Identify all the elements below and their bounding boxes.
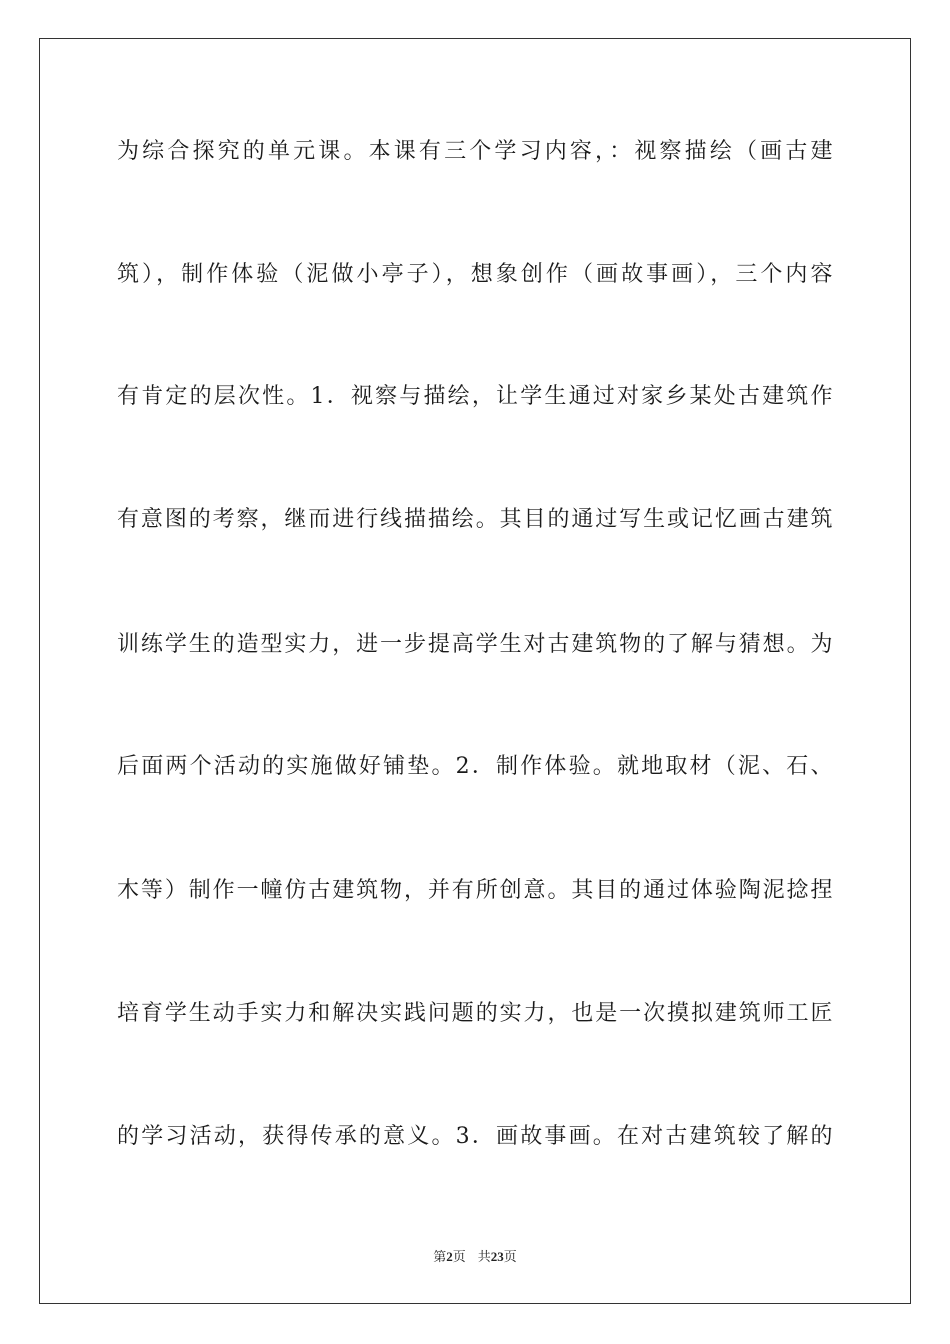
text-line: 为综合探究的单元课。本课有三个学习内容，：视察描绘（画古建 [117, 139, 833, 164]
page-prefix: 第 [433, 1250, 447, 1265]
text-line: 培育学生动手实力和解决实践问题的实力，也是一次摸拟建筑师工匠 [117, 1001, 833, 1026]
total-suffix: 页 [503, 1250, 517, 1265]
text-line: 有意图的考察，继而进行线描描绘。其目的通过写生或记忆画古建筑 [117, 507, 833, 532]
page-number: 2 [446, 1249, 453, 1264]
text-line: 筑），制作体验（泥做小亭子），想象创作（画故事画），三个内容 [117, 262, 833, 287]
text-line: 木等）制作一幢仿古建筑物，并有所创意。其目的通过体验陶泥捻捏 [117, 878, 833, 903]
text-line: 后面两个活动的实施做好铺垫。2．制作体验。就地取材（泥、石、 [117, 754, 833, 779]
page-footer [0, 1246, 950, 1265]
text-line: 训练学生的造型实力，进一步提高学生对古建筑物的了解与猜想。为 [117, 632, 833, 657]
page-border [39, 38, 911, 1304]
text-line: 的学习活动，获得传承的意义。3．画故事画。在对古建筑较了解的 [117, 1124, 833, 1149]
total-pages: 23 [490, 1249, 504, 1264]
total-prefix: 共 [477, 1250, 491, 1265]
page-suffix: 页 [452, 1250, 466, 1265]
text-line: 有肯定的层次性。1．视察与描绘，让学生通过对家乡某处古建筑作 [117, 384, 833, 409]
